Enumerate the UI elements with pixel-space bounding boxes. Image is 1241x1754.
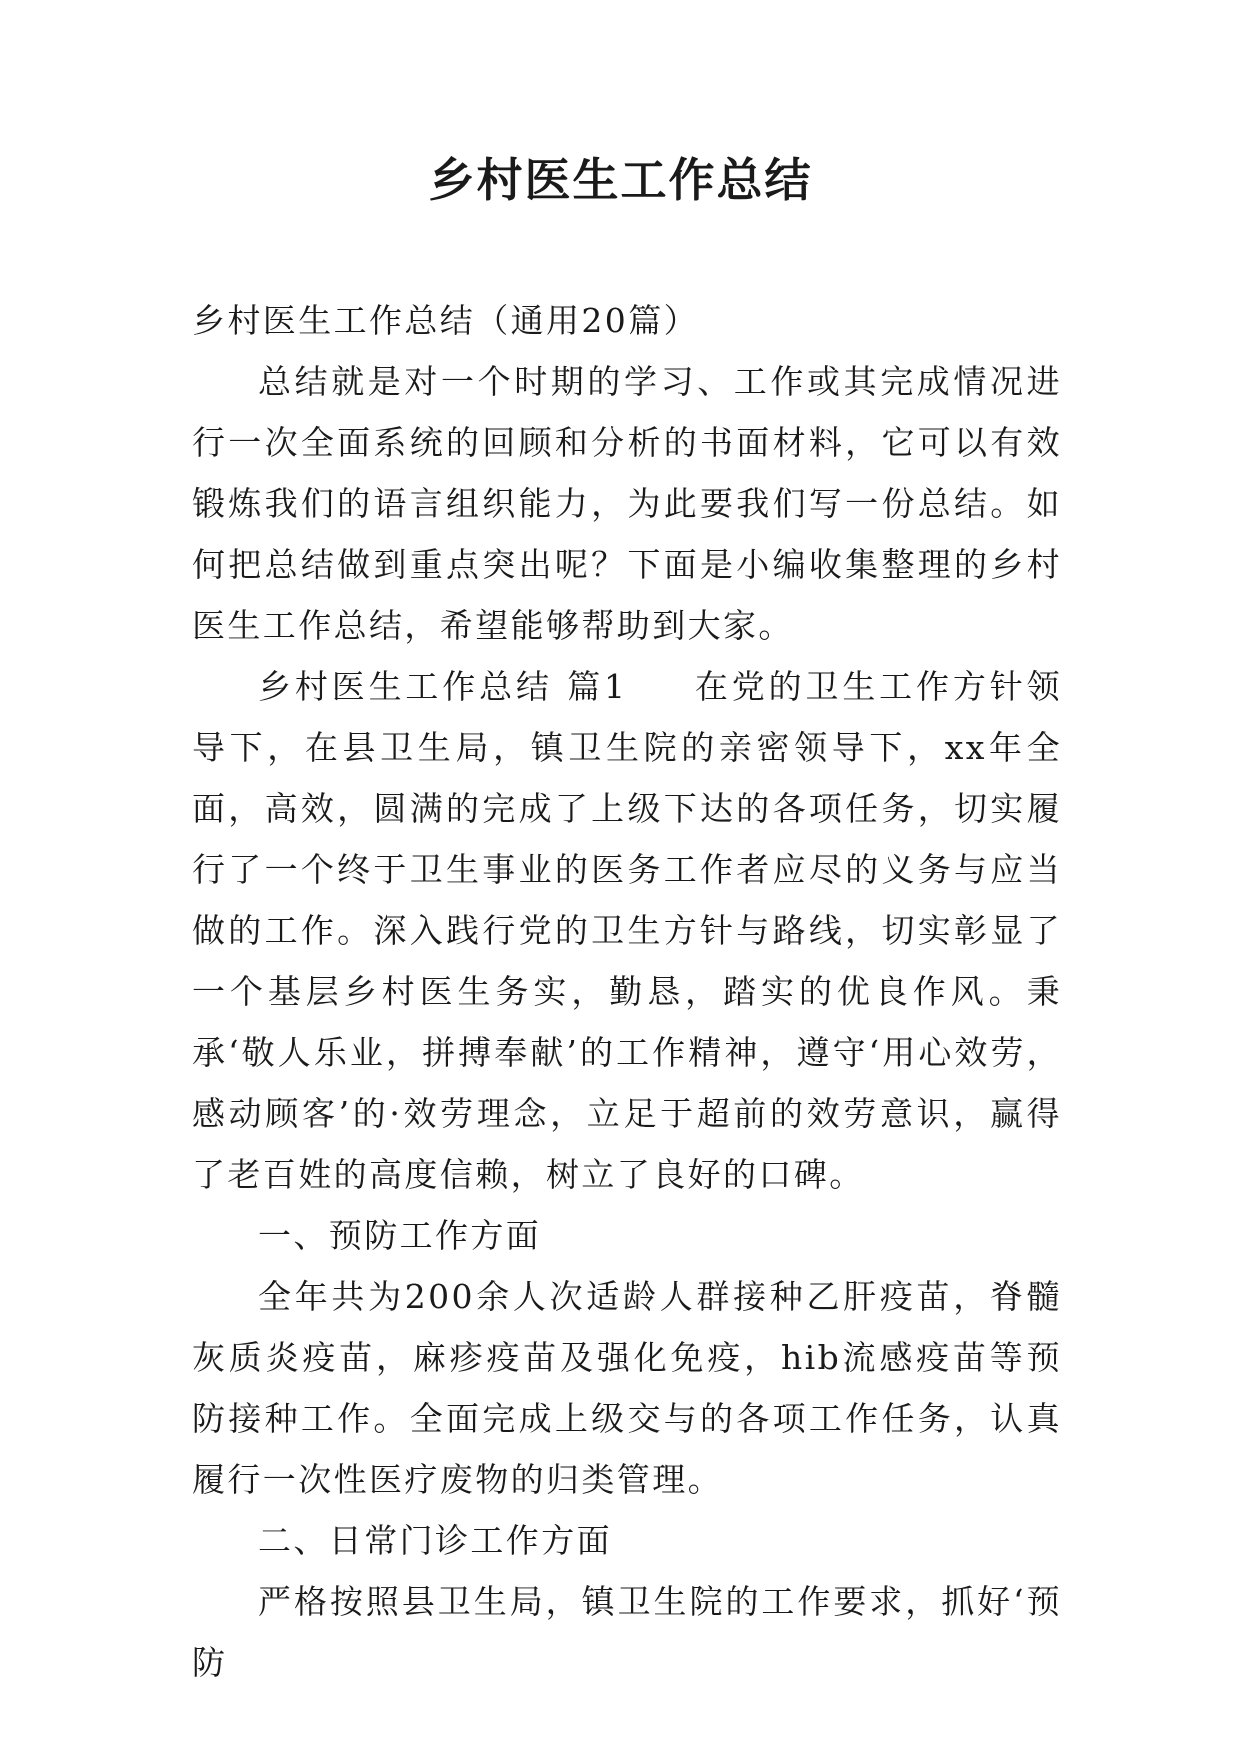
- clinic-paragraph: 严格按照县卫生局，镇卫生院的工作要求，抓好‘预防: [192, 1582, 1062, 1682]
- prevention-paragraph: 全年共为200余人次适龄人群接种乙肝疫苗，脊髓灰质炎疫苗，麻疹疫苗及强化免疫，hib流感疫苗等预防接种工作。全面完成上级交与的各项工作任务，认真履行一次性医疗废物的归类管理。: [192, 1277, 1062, 1499]
- document-subtitle: 乡村医生工作总结（通用20篇）: [192, 301, 699, 340]
- document-body: [192, 290, 1062, 1693]
- section-1-paragraph: [192, 656, 1062, 1205]
- heading-clinic: 二、日常门诊工作方面: [258, 1521, 612, 1560]
- section-1-heading: 乡村医生工作总结 篇1: [258, 667, 628, 706]
- section-1-body: 在党的卫生工作方针领导下，在县卫生局，镇卫生院的亲密领导下，xx年全面，高效，圆满的完成了上级下达的各项任务，切实履行了一个终于卫生事业的医务工作者应尽的义务与应当做的工作。深入践行党的卫生方针与路线，切实彰显了一个基层乡村医生务实，勤恳，踏实的优良作风。秉承‘敬人乐业，拼搏奉献’的工作精神，遵守‘用心效劳，感动顾客’的·效劳理念，立足于超前的效劳意识，赢得了老百姓的高度信赖，树立了良好的口碑。: [192, 667, 1063, 1194]
- document-title: 乡村医生工作总结: [428, 153, 813, 207]
- intro-paragraph: 总结就是对一个时期的学习、工作或其完成情况进行一次全面系统的回顾和分析的书面材料，它可以有效锻炼我们的语言组织能力，为此要我们写一份总结。如何把总结做到重点突出呢？下面是小编收集整理的乡村医生工作总结，希望能够帮助到大家。: [192, 362, 1062, 645]
- heading-prevention: 一、预防工作方面: [258, 1216, 542, 1255]
